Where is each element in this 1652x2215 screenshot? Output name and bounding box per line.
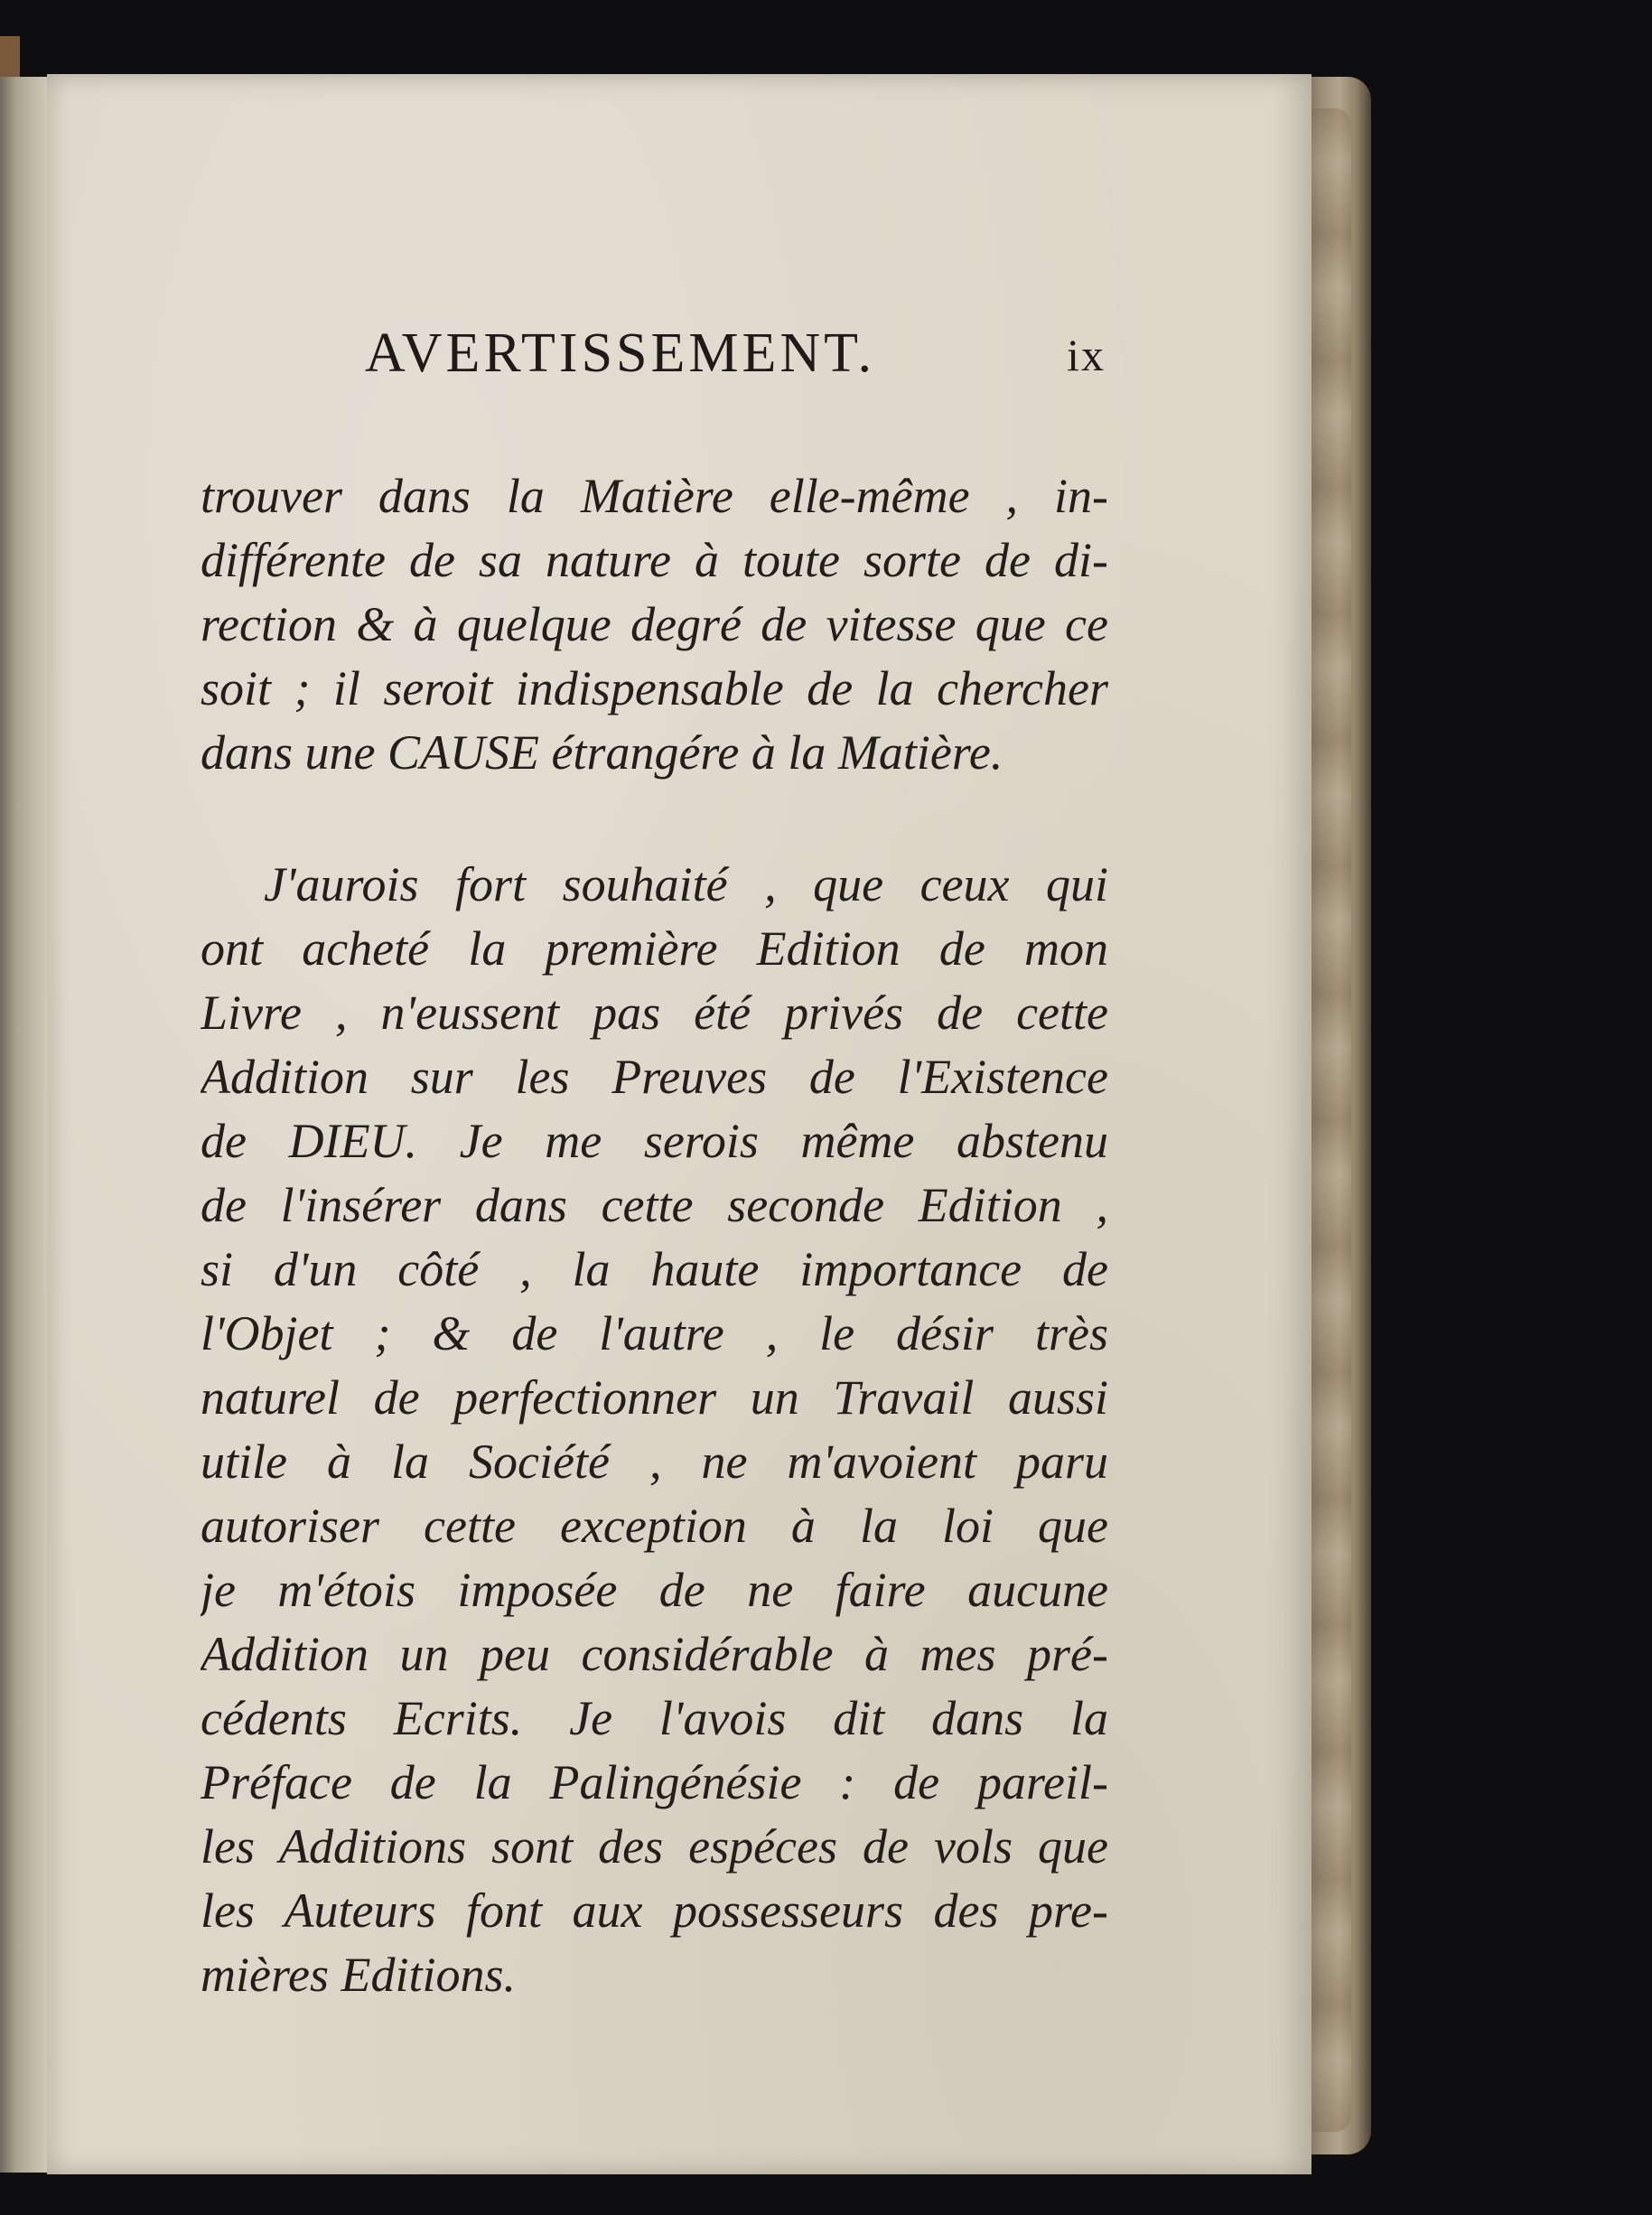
text-line: les Additions sont des espéces de vols que <box>201 1819 1108 1874</box>
text-line: je m'étois imposée de ne faire aucune <box>201 1563 1108 1617</box>
text-line: Préface de la Palingénésie : de pareil- <box>201 1755 1108 1809</box>
text-line: J'aurois fort souhaité , que ceux qui <box>264 857 1108 911</box>
text-line: Addition un peu considérable à mes pré- <box>201 1627 1108 1681</box>
text-line: de l'insérer dans cette seconde Edition , <box>201 1178 1108 1232</box>
text-line: mières Editions. <box>201 1948 516 2002</box>
text-line: différente de sa nature à toute sorte de di- <box>201 533 1108 587</box>
text-line: autoriser cette exception à la loi que <box>201 1499 1108 1553</box>
paragraph-2 <box>201 853 1108 2007</box>
text-line: dans une CAUSE étrangére à la Matière. <box>201 725 1003 780</box>
text-line: ont acheté la première Edition de mon <box>201 921 1108 976</box>
text-line: l'Objet ; & de l'autre , le désir très <box>201 1306 1108 1360</box>
text-line: Livre , n'eussent pas été privés de cette <box>201 986 1108 1040</box>
page-body <box>201 464 1108 2007</box>
paragraph-gap <box>201 785 1108 853</box>
paragraph-1 <box>201 464 1108 785</box>
text-line: utile à la Société , ne m'avoient paru <box>201 1435 1108 1489</box>
page-number: ix <box>1067 330 1106 380</box>
text-line: rection & à quelque degré de vitesse que ce <box>201 597 1108 651</box>
facing-page-edge <box>0 77 49 2173</box>
text-line: naturel de perfectionner un Travail aussi <box>201 1370 1108 1425</box>
binding-texture <box>1311 108 1351 2132</box>
text-line: de DIEU. Je me serois même abstenu <box>201 1114 1108 1168</box>
book-page <box>47 74 1311 2174</box>
running-title: AVERTISSEMENT. <box>365 322 875 384</box>
page-header <box>320 320 1115 419</box>
text-line: cédents Ecrits. Je l'avois dit dans la <box>201 1691 1108 1745</box>
text-line: si d'un côté , la haute importance de <box>201 1242 1108 1296</box>
text-line: trouver dans la Matière elle-même , in- <box>201 469 1108 523</box>
text-line: Addition sur les Preuves de l'Existence <box>201 1050 1108 1104</box>
text-line: les Auteurs font aux possesseurs des pre- <box>201 1883 1108 1938</box>
text-line: soit ; il seroit indispensable de la chercher <box>201 661 1108 715</box>
